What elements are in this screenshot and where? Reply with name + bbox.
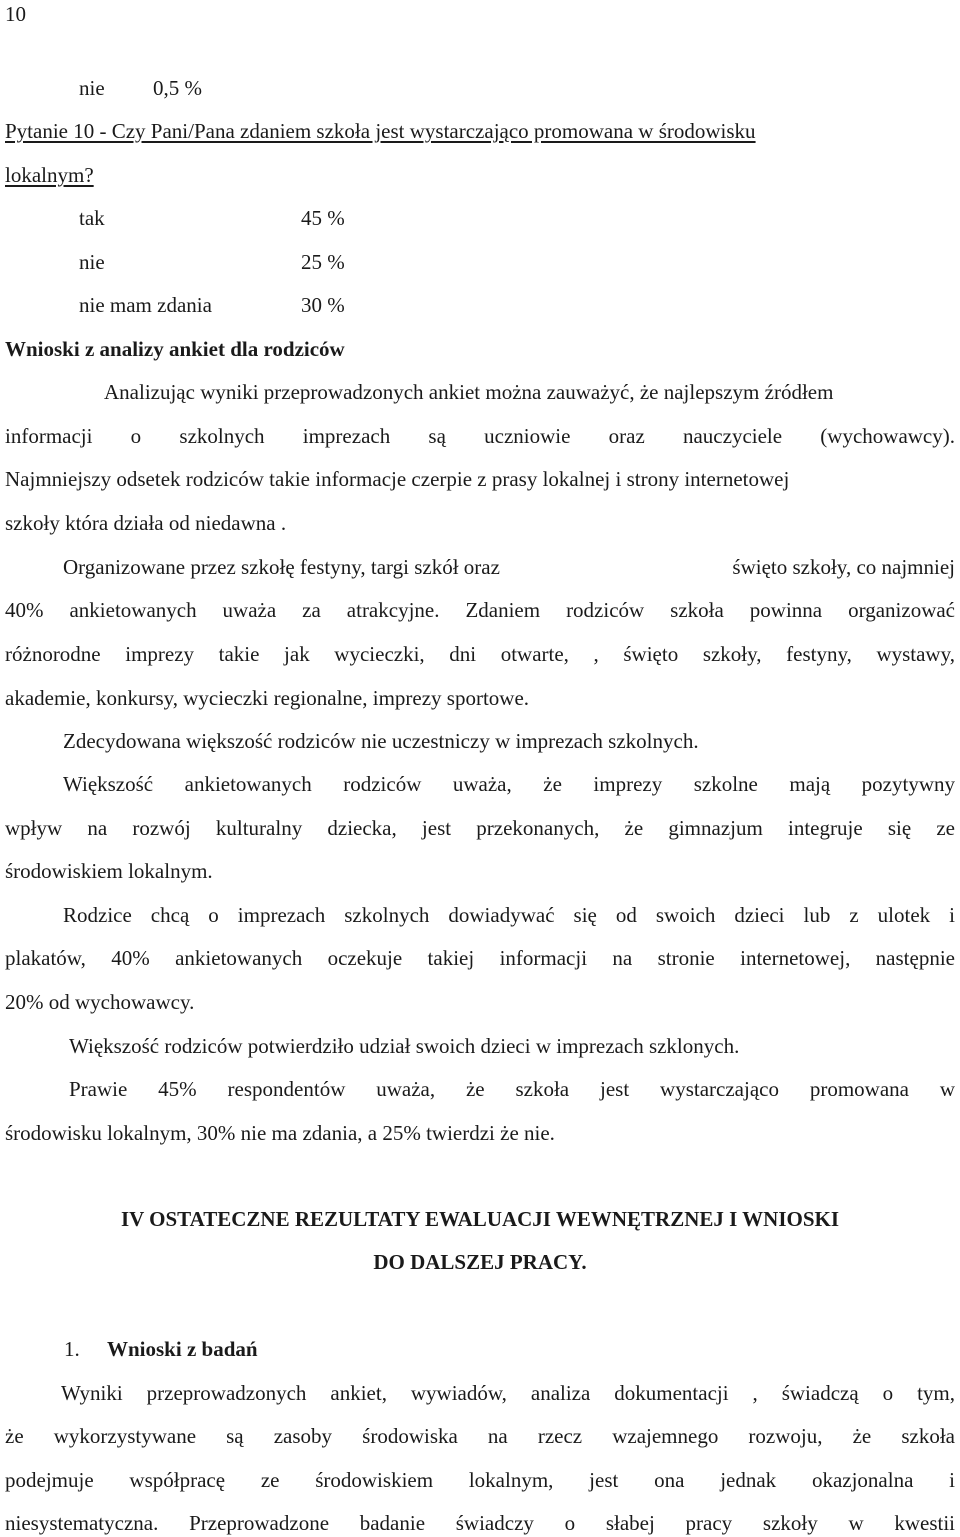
answer-label-tak: tak (79, 206, 105, 230)
para4-line2: wpływ na rozwój kulturalny dziecka, jest przekonanych, że gimnazjum integruje się ze (5, 816, 955, 840)
conclusions-heading: Wnioski z analizy ankiet dla rodziców (5, 337, 345, 361)
para5-line3: 20% od wychowawcy. (5, 990, 195, 1014)
answer-label-nie-prev: nie (79, 76, 105, 100)
para6: Większość rodziców potwierdziło udział swoich dzieci w imprezach szklonych. (69, 1034, 740, 1058)
para2-line2: 40% ankietowanych uważa za atrakcyjne. Zdaniem rodziców szkoła powinna organizować (5, 598, 955, 622)
question-10-line2: lokalnym? (5, 163, 94, 187)
para8-line4: niesystematyczna. Przeprowadzone badanie świadczy o słabej pracy szkoły w kwestii (5, 1511, 955, 1535)
para7-line2: środowisku lokalnym, 30% nie ma zdania, a 25% twierdzi że nie. (5, 1121, 555, 1145)
para5-line1: Rodzice chcą o imprezach szkolnych dowiadywać się od swoich dzieci lub z ulotek i (63, 903, 955, 927)
para2-line1b: święto szkoły, co najmniej (732, 555, 955, 579)
para4-line3: środowiskiem lokalnym. (5, 859, 213, 883)
para4-line1: Większość ankietowanych rodziców uważa, że imprezy szkolne mają pozytywny (63, 772, 955, 796)
question-10-line1: Pytanie 10 - Czy Pani/Pana zdaniem szkoła jest wystarczająco promowana w środowisku (5, 119, 756, 143)
para3: Zdecydowana większość rodziców nie uczestniczy w imprezach szkolnych. (63, 729, 699, 753)
para1-line4: szkoły która działa od niedawna . (5, 511, 287, 535)
para2-line1a: Organizowane przez szkołę festyny, targi szkół oraz (63, 555, 500, 579)
para5-line2: plakatów, 40% ankietowanych oczekuje takiej informacji na stronie internetowej, następnie (5, 946, 955, 970)
para1-line3: Najmniejszy odsetek rodziców takie informacje czerpie z prasy lokalnej i strony internetowej (5, 467, 790, 491)
para2-line4: akademie, konkursy, wycieczki regionalne, imprezy sportowe. (5, 686, 530, 710)
answer-label-nie-mam-zdania: nie mam zdania (79, 293, 212, 317)
para1-line1: Analizując wyniki przeprowadzonych ankiet można zauważyć, że najlepszym źródłem (104, 380, 834, 404)
answer-value-nie-mam-zdania: 30 % (301, 293, 345, 317)
para8-line1: Wyniki przeprowadzonych ankiet, wywiadów, analiza dokumentacji , świadczą o tym, (61, 1381, 955, 1405)
para7-line1: Prawie 45% respondentów uważa, że szkoła jest wystarczająco promowana w (69, 1077, 955, 1101)
page-number: 10 (5, 2, 26, 26)
para8-line3: podejmuje współpracę ze środowiskiem lokalnym, jest ona jednak okazjonalna i (5, 1468, 955, 1492)
answer-value-nie: 25 % (301, 250, 345, 274)
section-title-line2: DO DALSZEJ PRACY. (373, 1250, 587, 1274)
subsection-title: Wnioski z badań (107, 1337, 258, 1361)
answer-value-tak: 45 % (301, 206, 345, 230)
section-title-line1: IV OSTATECZNE REZULTATY EWALUACJI WEWNĘTRZNEJ I WNIOSKI (120, 1207, 840, 1231)
para2-line3: różnorodne imprezy takie jak wycieczki, dni otwarte, , święto szkoły, festyny, wystawy, (5, 642, 955, 666)
subsection-number: 1. (64, 1337, 80, 1361)
para1-line2: informacji o szkolnych imprezach są uczniowie oraz nauczyciele (wychowawcy). (5, 424, 955, 448)
para8-line2: że wykorzystywane są zasoby środowiska na rzecz wzajemnego rozwoju, że szkoła (5, 1424, 955, 1448)
answer-value-nie-prev: 0,5 % (153, 76, 202, 100)
answer-label-nie: nie (79, 250, 105, 274)
